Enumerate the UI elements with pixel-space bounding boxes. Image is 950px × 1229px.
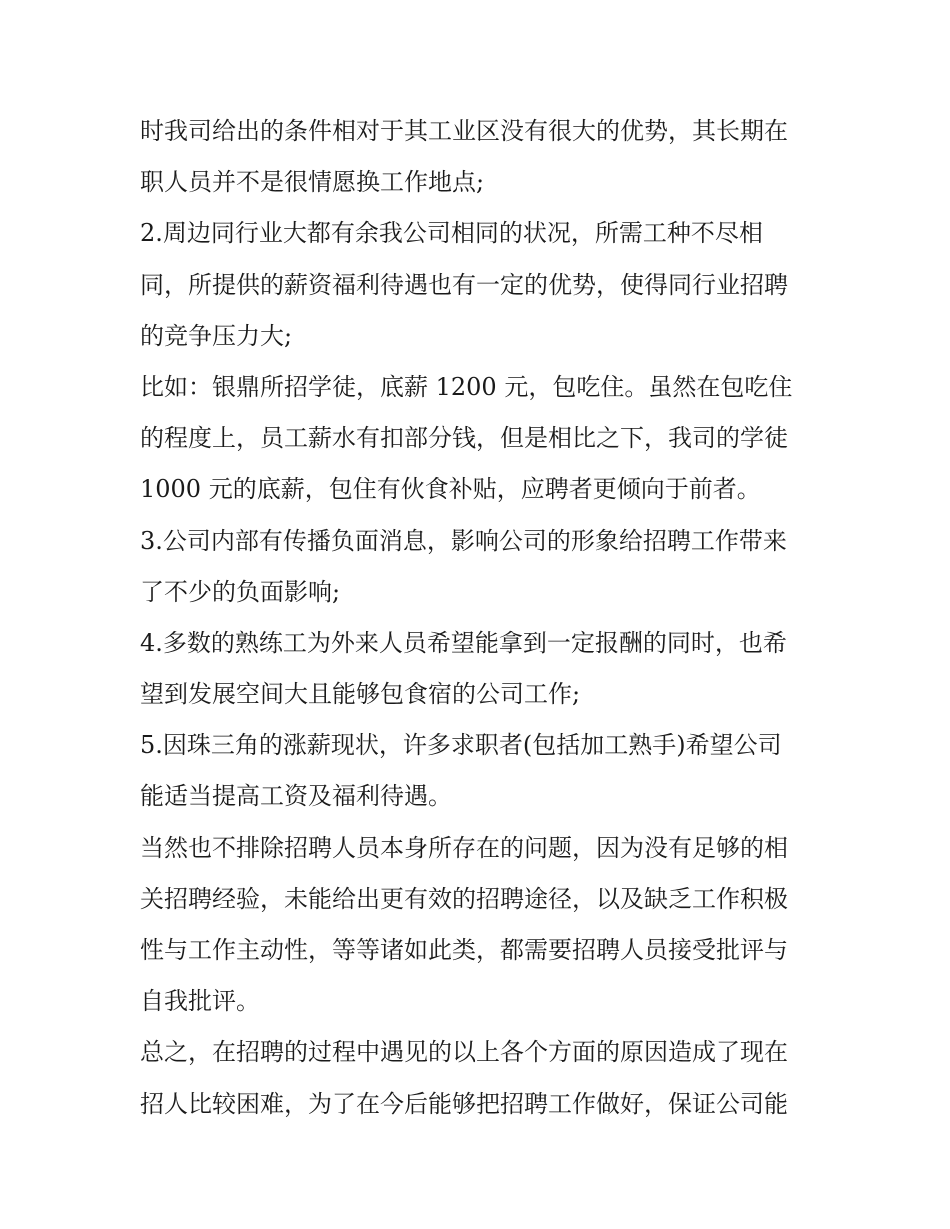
- text-line: 职人员并不是很情愿换工作地点;: [140, 168, 485, 197]
- document-body: [140, 106, 820, 1130]
- text-line: 性与工作主动性，等等诸如此类，都需要招聘人员接受批评与: [140, 936, 788, 964]
- text-line: 时我司给出的条件相对于其工业区没有很大的优势，其长期在: [140, 117, 788, 145]
- text-line: 自我批评。: [140, 987, 260, 1016]
- text-line: 5.因珠三角的涨薪现状，许多求职者(包括加工熟手)希望公司: [140, 731, 782, 760]
- text-line: 了不少的负面影响;: [140, 577, 341, 606]
- text-line: 望到发展空间大且能够包食宿的公司工作;: [140, 680, 581, 709]
- text-line: 同，所提供的薪资福利待遇也有一定的优势，使得同行业招聘: [140, 270, 788, 299]
- text-line: 总之，在招聘的过程中遇见的以上各个方面的原因造成了现在: [140, 1038, 788, 1067]
- text-line: 招人比较困难，为了在今后能够把招聘工作做好，保证公司能: [140, 1089, 788, 1118]
- text-line: 1000 元的底薪，包住有伙食补贴，应聘者更倾向于前者。: [140, 475, 761, 504]
- text-line: 的程度上，员工薪水有扣部分钱，但是相比之下，我司的学徒: [140, 424, 788, 453]
- text-line: 2.周边同行业大都有余我公司相同的状况，所需工种不尽相: [140, 219, 763, 248]
- text-line: 3.公司内部有传播负面消息，影响公司的形象给招聘工作带来: [140, 526, 787, 555]
- text-line: 关招聘经验，未能给出更有效的招聘途径，以及缺乏工作积极: [140, 884, 788, 913]
- text-line: 能适当提高工资及福利待遇。: [140, 782, 452, 811]
- text-line: 比如：银鼎所招学徒，底薪 1200 元，包吃住。虽然在包吃住: [140, 372, 793, 401]
- text-line: 4.多数的熟练工为外来人员希望能拿到一定报酬的同时，也希: [140, 628, 787, 657]
- text-line: 当然也不排除招聘人员本身所存在的问题，因为没有足够的相: [140, 833, 788, 862]
- text-line: 的竞争压力大;: [140, 321, 293, 350]
